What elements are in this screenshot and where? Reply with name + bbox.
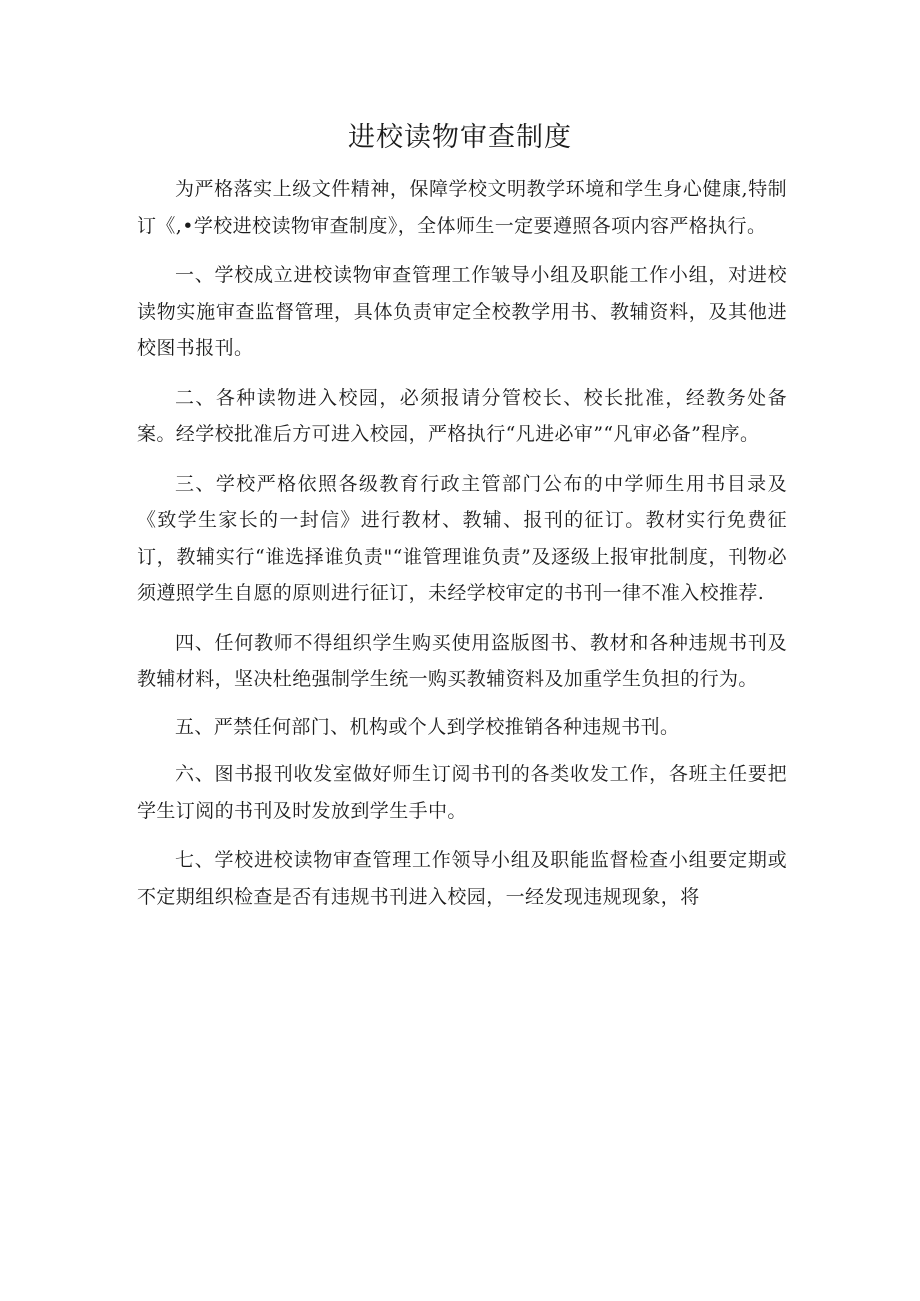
- paragraph-item-2: 二、各种读物进入校园，必须报请分管校长、校长批准，经教务处备案。经学校批准后方可进入校园，严格执行“凡进必审”“凡审必备”程序。: [137, 386, 787, 445]
- paragraph-item-4: 四、任何教师不得组织学生购买使用盗版图书、教材和各种违规书刊及教辅材料，坚决杜绝强制学生统一购买教辅资料及加重学生负担的行为。: [137, 631, 787, 690]
- paragraph-item-6: 六、图书报刊收发室做好师生订阅书刊的各类收发工作，各班主任要把学生订阅的书刊及时发放到学生手中。: [137, 763, 787, 822]
- paragraph-item-5: 五、严禁任何部门、机构或个人到学校推销各种违规书刊。: [175, 715, 680, 738]
- document-body: [137, 171, 787, 928]
- paragraph-item-1: 一、学校成立进校读物审查管理工作皱导小组及职能工作小组，对进校读物实施审查监督管理，具体负责审定全校教学用书、教辅资料，及其他进校图书报刊。: [137, 264, 787, 359]
- paragraph-item-3: 三、学校严格依照各级教育行政主管部门公布的中学师生用书目录及《致学生家长的一封信》进行教材、教辅、报刊的征订。教材实行免费征订，教辅实行“谁选择谁负责"“谁管理谁负责”及逐级上报审批制度，刊物必须遵照学生自愿的原则进行征订，未经学校审定的书刊一律不准入校推荐.: [137, 472, 787, 604]
- paragraph-item-7: 七、学校进校读物审查管理工作领导小组及职能监督检查小组要定期或不定期组织检查是否有违规书刊进入校园，一经发现违规现象，将: [137, 849, 787, 908]
- document-title: 进校读物审查制度: [348, 122, 572, 153]
- paragraph-intro: 为严格落实上级文件精神，保障学校文明教学环境和学生身心健康,特制订《,•学校进校读物审查制度》，全体师生一定要遵照各项内容严格执行。: [137, 178, 787, 237]
